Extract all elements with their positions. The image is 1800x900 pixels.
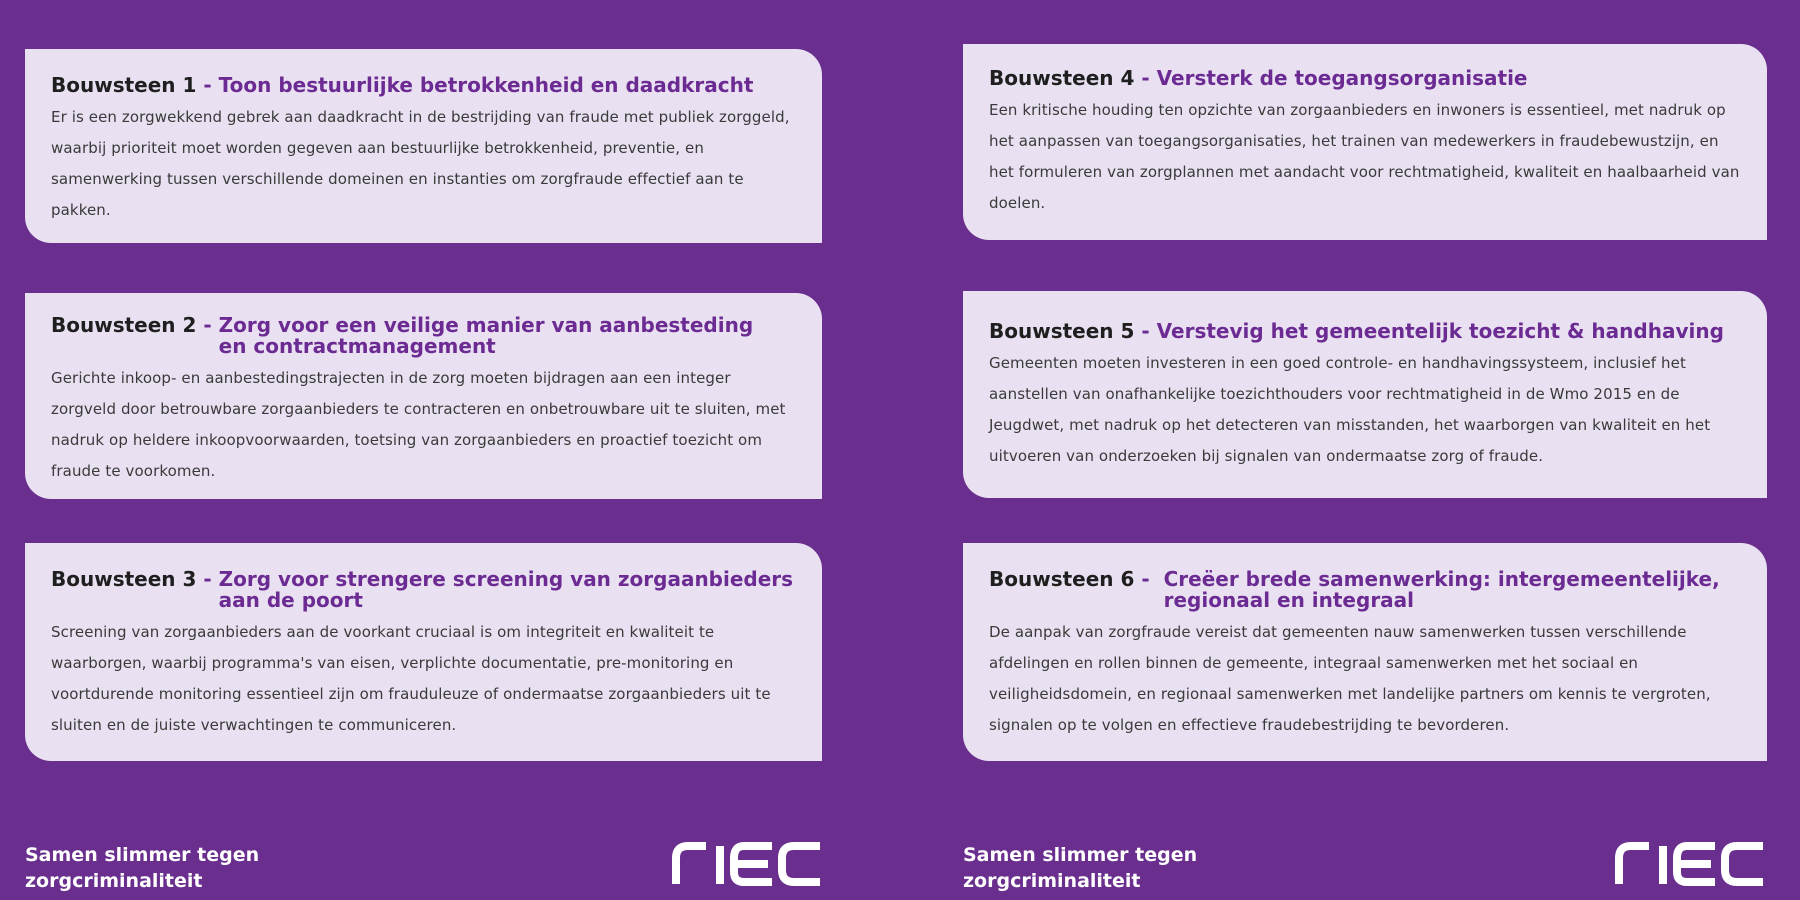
bouwsteen-3-label: Bouwsteen 3	[51, 567, 197, 591]
bouwsteen-6-title: Creëer brede samenwerking: intergemeentelijke, regionaal en integraal	[1163, 567, 1720, 612]
bouwsteen-2-body: Gerichte inkoop- en aanbestedingstrajecten in de zorg moeten bijdragen aan een integer zorgveld door betrouwbare zorgaanbieders te contracteren en onbetrouwbare uit te sluiten, met nadruk op heldere inkoopvoorwaarden, toetsing van zorgaanbieders en proactief toezicht om fraude te voorkomen.	[51, 369, 786, 480]
bouwsteen-6-heading	[989, 569, 1741, 611]
title-dash: -	[1134, 319, 1157, 343]
bouwsteen-4-title: Versterk de toegangsorganisatie	[1156, 66, 1528, 90]
tagline-left	[25, 842, 259, 894]
tagline-line-1: Samen slimmer tegen	[25, 844, 260, 866]
bouwsteen-5-body: Gemeenten moeten investeren in een goed controle- en handhavingssysteem, inclusief het aanstellen van onafhankelijke toezichthouders voor rechtmatigheid in de Wmo 2015 en de Jeugdwet, met nadruk op het detecteren van misstanden, het waarborgen van kwaliteit en het uitvoeren van onderzoeken bij signalen van ondermaatse zorg of fraude.	[989, 354, 1711, 465]
bouwsteen-1-card	[25, 49, 822, 243]
bouwsteen-5-title: Verstevig het gemeentelijk toezicht & handhaving	[1156, 319, 1724, 343]
bouwsteen-6-label: Bouwsteen 6	[989, 567, 1135, 591]
bouwsteen-4-label: Bouwsteen 4	[989, 66, 1135, 90]
title-dash: -	[196, 313, 219, 337]
bouwsteen-5-label: Bouwsteen 5	[989, 319, 1135, 343]
bouwsteen-1-heading	[51, 75, 796, 96]
bouwsteen-3-title: Zorg voor strengere screening van zorgaanbieders aan de poort	[218, 567, 794, 612]
bouwsteen-6-card	[963, 543, 1767, 761]
bouwsteen-4-card	[963, 44, 1767, 240]
tagline-line-1: Samen slimmer tegen	[963, 844, 1198, 866]
bouwsteen-4-heading	[989, 68, 1741, 89]
bouwsteen-5-heading	[989, 321, 1741, 342]
riec-logo-left	[672, 840, 822, 886]
bouwsteen-1-body: Er is een zorgwekkend gebrek aan daadkracht in de bestrijding van fraude met publiek zorggeld, waarbij prioriteit moet worden gegeven aan bestuurlijke betrokkenheid, preventie, en samenwerking tussen verschillende domeinen en instanties om zorgfraude effectief aan te pakken.	[51, 108, 790, 219]
bouwsteen-2-card	[25, 293, 822, 499]
bouwsteen-6-body: De aanpak van zorgfraude vereist dat gemeenten nauw samenwerken tussen verschillende afdelingen en rollen binnen de gemeente, integraal samenwerken met het sociaal en veiligheidsdomein, en regionaal samenwerken met landelijke partners om kennis te vergroten, signalen op te volgen en effectieve fraudebestrijding te bevorderen.	[989, 623, 1711, 734]
bouwsteen-2-label: Bouwsteen 2	[51, 313, 197, 337]
bouwsteen-2-heading	[51, 315, 796, 357]
tagline-line-2: zorgcriminaliteit	[963, 870, 1141, 892]
tagline-right	[963, 842, 1197, 894]
bouwsteen-3-card	[25, 543, 822, 761]
bouwsteen-5-card	[963, 291, 1767, 498]
title-dash: -	[1134, 66, 1157, 90]
bouwsteen-1-title: Toon bestuurlijke betrokkenheid en daadkracht	[218, 73, 754, 97]
bouwsteen-4-body: Een kritische houding ten opzichte van zorgaanbieders en inwoners is essentieel, met nadruk op het aanpassen van toegangsorganisaties, het trainen van medewerkers in fraudebewustzijn, en het formuleren van zorgplannen met aandacht voor rechtmatigheid, kwaliteit en haalbaarheid van doelen.	[989, 101, 1740, 212]
bouwsteen-3-heading	[51, 569, 796, 611]
riec-logo-right	[1615, 840, 1765, 886]
title-dash: -	[196, 567, 219, 591]
title-dash: -	[196, 73, 219, 97]
bouwsteen-2-title: Zorg voor een veilige manier van aanbesteding en contractmanagement	[218, 313, 754, 358]
tagline-line-2: zorgcriminaliteit	[25, 870, 203, 892]
bouwsteen-1-label: Bouwsteen 1	[51, 73, 197, 97]
title-dash: -	[1134, 567, 1164, 591]
bouwsteen-3-body: Screening van zorgaanbieders aan de voorkant cruciaal is om integriteit en kwaliteit te waarborgen, waarbij programma's van eisen, verplichte documentatie, pre-monitoring en voortdurende monitoring essentieel zijn om frauduleuze of ondermaatse zorgaanbieders uit te sluiten en de juiste verwachtingen te communiceren.	[51, 623, 771, 734]
